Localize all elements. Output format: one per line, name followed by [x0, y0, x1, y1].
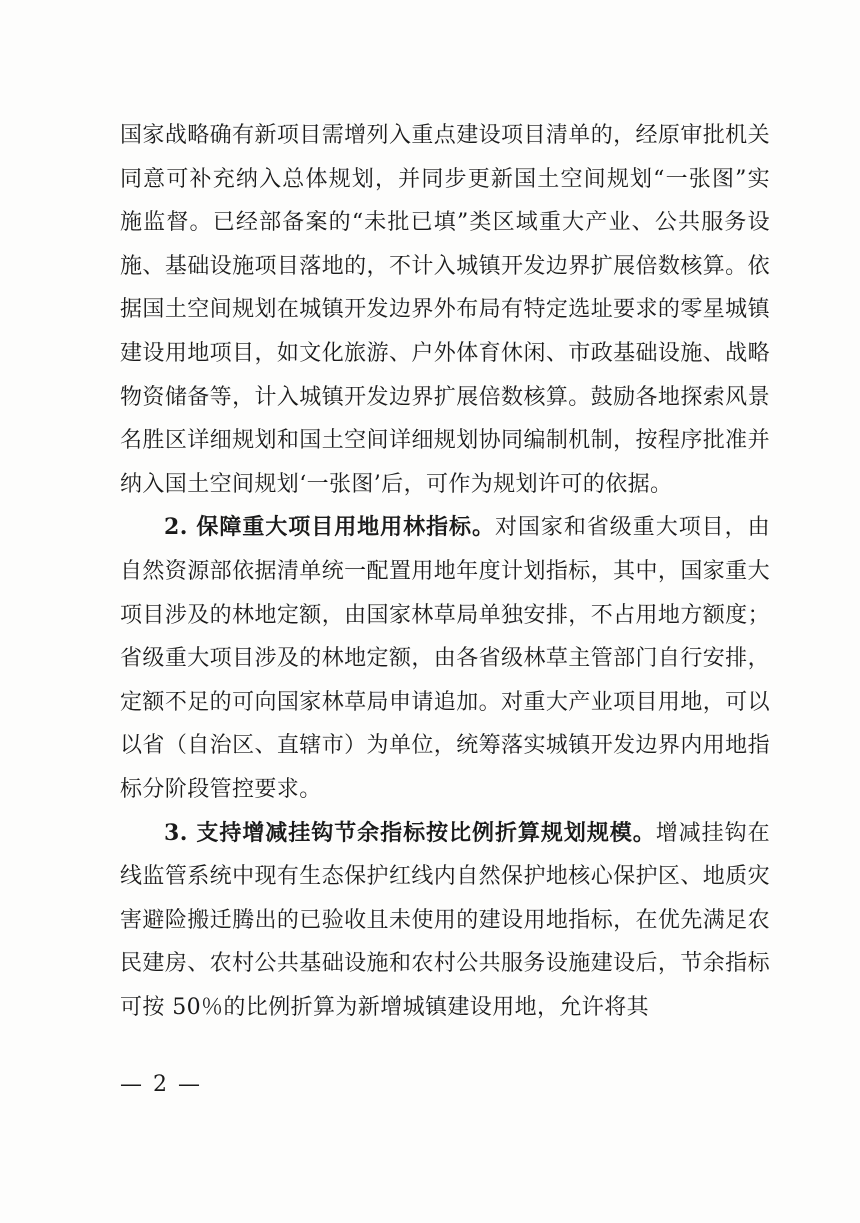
- paragraph-continuation: [120, 114, 770, 506]
- paragraph-text: 国家战略确有新项目需增列入重点建设项目清单的，经原审批机关同意可补充纳入总体规划，并同步更新国土空间规划“一张图”实施监督。已经部备案的“未批已填”类区域重大产业、公共服务设施、基础设施项目落地的，不计入城镇开发边界扩展倍数核算。依据国土空间规划在城镇开发边界外布局有特定选址要求的零星城镇建设用地项目，如文化旅游、户外体育休闲、市政基础设施、战略物资储备等，计入城镇开发边界扩展倍数核算。鼓励各地探索风景名胜区详细规划和国土空间详细规划协同编制机制，按程序批准并纳入国土空间规划‘一张图’后，可作为规划许可的依据。: [120, 123, 770, 497]
- page-number: — 2 —: [120, 1072, 202, 1097]
- paragraph-heading: 2. 保障重大项目用地用林指标。: [164, 514, 495, 541]
- paragraph-text: 对国家和省级重大项目，由自然资源部依据清单统一配置用地年度计划指标，其中，国家重大项目涉及的林地定额，由国家林草局单独安排，不占用地方额度；省级重大项目涉及的林地定额，由各省级林草主管部门自行安排，定额不足的可向国家林草局申请追加。对重大产业项目用地，可以以省（自治区、直辖市）为单位，统筹落实城镇开发边界内用地指标分阶段管控要求。: [120, 515, 770, 802]
- paragraph-item-2: [120, 506, 770, 811]
- body-text: [120, 114, 770, 1029]
- paragraph-text: 增减挂钩在线监管系统中现有生态保护红线内自然保护地核心保护区、地质灾害避险搬迁腾出的已验收且未使用的建设用地指标，在优先满足农民建房、农村公共基础设施和农村公共服务设施建设后，节余指标可按 50％的比例折算为新增城镇建设用地，允许将其: [120, 820, 770, 1020]
- paragraph-heading: 3. 支持增减挂钩节余指标按比例折算规划规模。: [164, 819, 656, 846]
- paragraph-item-3: [120, 812, 770, 1030]
